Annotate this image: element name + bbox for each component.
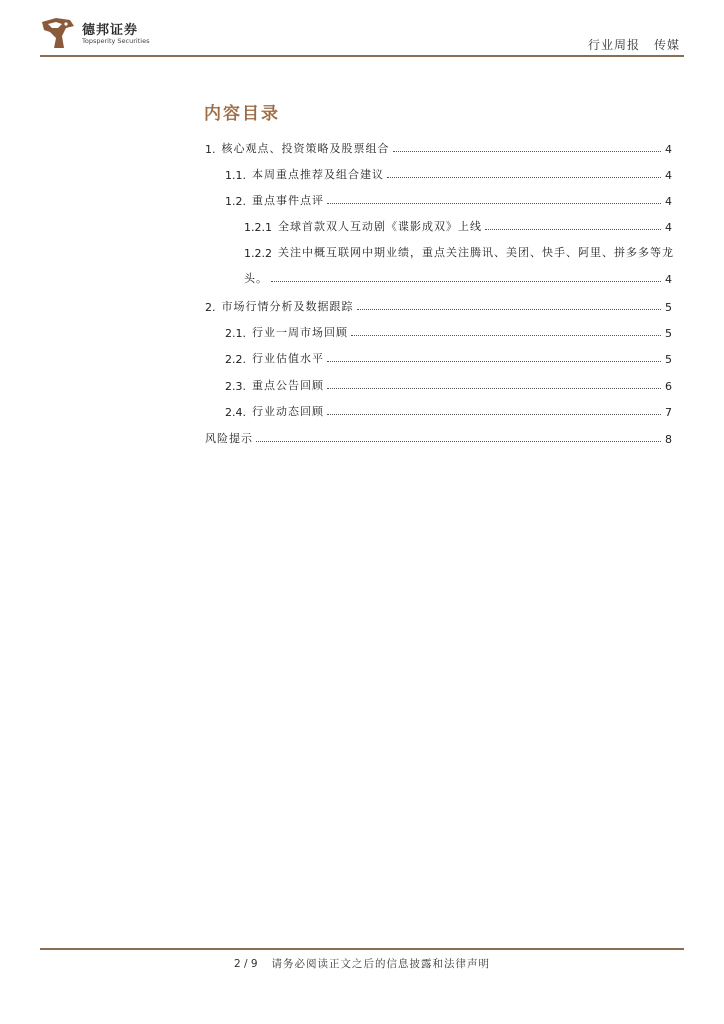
toc-entry-label: 重点公告回顾 [252, 379, 324, 392]
toc-leader-dots [485, 229, 661, 230]
toc-entry-2-2[interactable] [225, 350, 672, 366]
toc-leader-dots [357, 309, 662, 310]
footer-divider [40, 948, 684, 950]
header-divider [40, 55, 684, 57]
toc-entry-page: 4 [665, 195, 672, 208]
toc-leader-dots [387, 177, 661, 178]
toc-entry-number: 2.1. [225, 327, 246, 340]
report-category [588, 36, 680, 53]
toc-leader-dots [271, 281, 661, 282]
toc-entry-page: 4 [665, 221, 672, 234]
toc-entry-number: 1.1. [225, 169, 246, 182]
toc-leader-dots [393, 151, 662, 152]
disclaimer-note: 请务必阅读正文之后的信息披露和法律声明 [271, 958, 491, 970]
toc-entry-number: 2.3. [225, 380, 246, 393]
toc-entry-label: 全球首款双人互动剧《谍影成双》上线 [278, 220, 482, 233]
report-type: 行业周报 [587, 38, 640, 52]
toc-entry-label-cont: 头。 [244, 272, 268, 285]
toc-leader-dots [327, 414, 661, 415]
toc-entry-label: 风险提示 [205, 432, 253, 445]
toc-entry-number: 2.4. [225, 406, 246, 419]
logo-mark-icon [40, 16, 76, 50]
toc-entry-page: 4 [665, 273, 672, 286]
toc-entry-page: 4 [665, 143, 672, 156]
toc-leader-dots [256, 441, 661, 442]
toc-entry-label: 关注中概互联网中期业绩，重点关注腾讯、美团、快手、阿里、拼多多等龙 [278, 246, 674, 259]
sector-label: 传媒 [653, 38, 680, 52]
toc-entry-page: 5 [665, 327, 672, 340]
toc-entry-2-3[interactable] [225, 377, 672, 393]
toc-entry-1-2-2-cont[interactable] [244, 270, 672, 286]
toc-entry-label: 行业估值水平 [252, 352, 324, 365]
toc-entry-number: 1. [205, 143, 216, 156]
toc-entry-number: 2. [205, 301, 216, 314]
toc-entry-page: 5 [665, 301, 672, 314]
logo-text-cn: 德邦证券 [82, 23, 139, 38]
toc-entry-label: 行业动态回顾 [252, 405, 324, 418]
toc-entry-number: 1.2.1 [244, 221, 272, 234]
toc-entry-1-2[interactable] [225, 192, 672, 208]
toc-entry-page: 8 [665, 433, 672, 446]
toc-entry-label: 核心观点、投资策略及股票组合 [221, 142, 390, 155]
toc-entry-page: 7 [665, 406, 672, 419]
toc-entry-label: 本周重点推荐及组合建议 [252, 168, 384, 181]
toc-entry-1-2-1[interactable] [244, 218, 672, 234]
toc-entry-1-2-2[interactable] [244, 244, 680, 260]
toc-entry-page: 5 [665, 353, 672, 366]
toc-entry-1-1[interactable] [225, 166, 672, 182]
toc-leader-dots [327, 203, 661, 204]
page-indicator: 2 / 9 [233, 958, 258, 970]
toc-entry-number: 1.2.2 [244, 247, 272, 260]
company-logo [40, 16, 160, 52]
toc-entry-risk[interactable] [205, 430, 672, 446]
toc-entry-page: 6 [665, 380, 672, 393]
logo-text-en: Topsperity Securities [82, 37, 150, 45]
toc-entry-number: 1.2. [225, 195, 246, 208]
toc-entry-label: 市场行情分析及数据跟踪 [221, 300, 354, 313]
toc-entry-label: 重点事件点评 [252, 194, 324, 207]
toc-entry-2-1[interactable] [225, 324, 672, 340]
toc-leader-dots [351, 335, 661, 336]
toc-entry-2-4[interactable] [225, 403, 672, 419]
toc-entry-number: 2.2. [225, 353, 246, 366]
toc-leader-dots [327, 388, 661, 389]
page-footer [0, 956, 724, 971]
toc-leader-dots [327, 361, 661, 362]
toc-entry-2[interactable] [205, 298, 672, 314]
toc-entry-1[interactable] [205, 140, 672, 156]
toc-entry-label: 行业一周市场回顾 [252, 326, 348, 339]
toc-entry-page: 4 [665, 169, 672, 182]
toc-title: 内容目录 [204, 104, 280, 124]
